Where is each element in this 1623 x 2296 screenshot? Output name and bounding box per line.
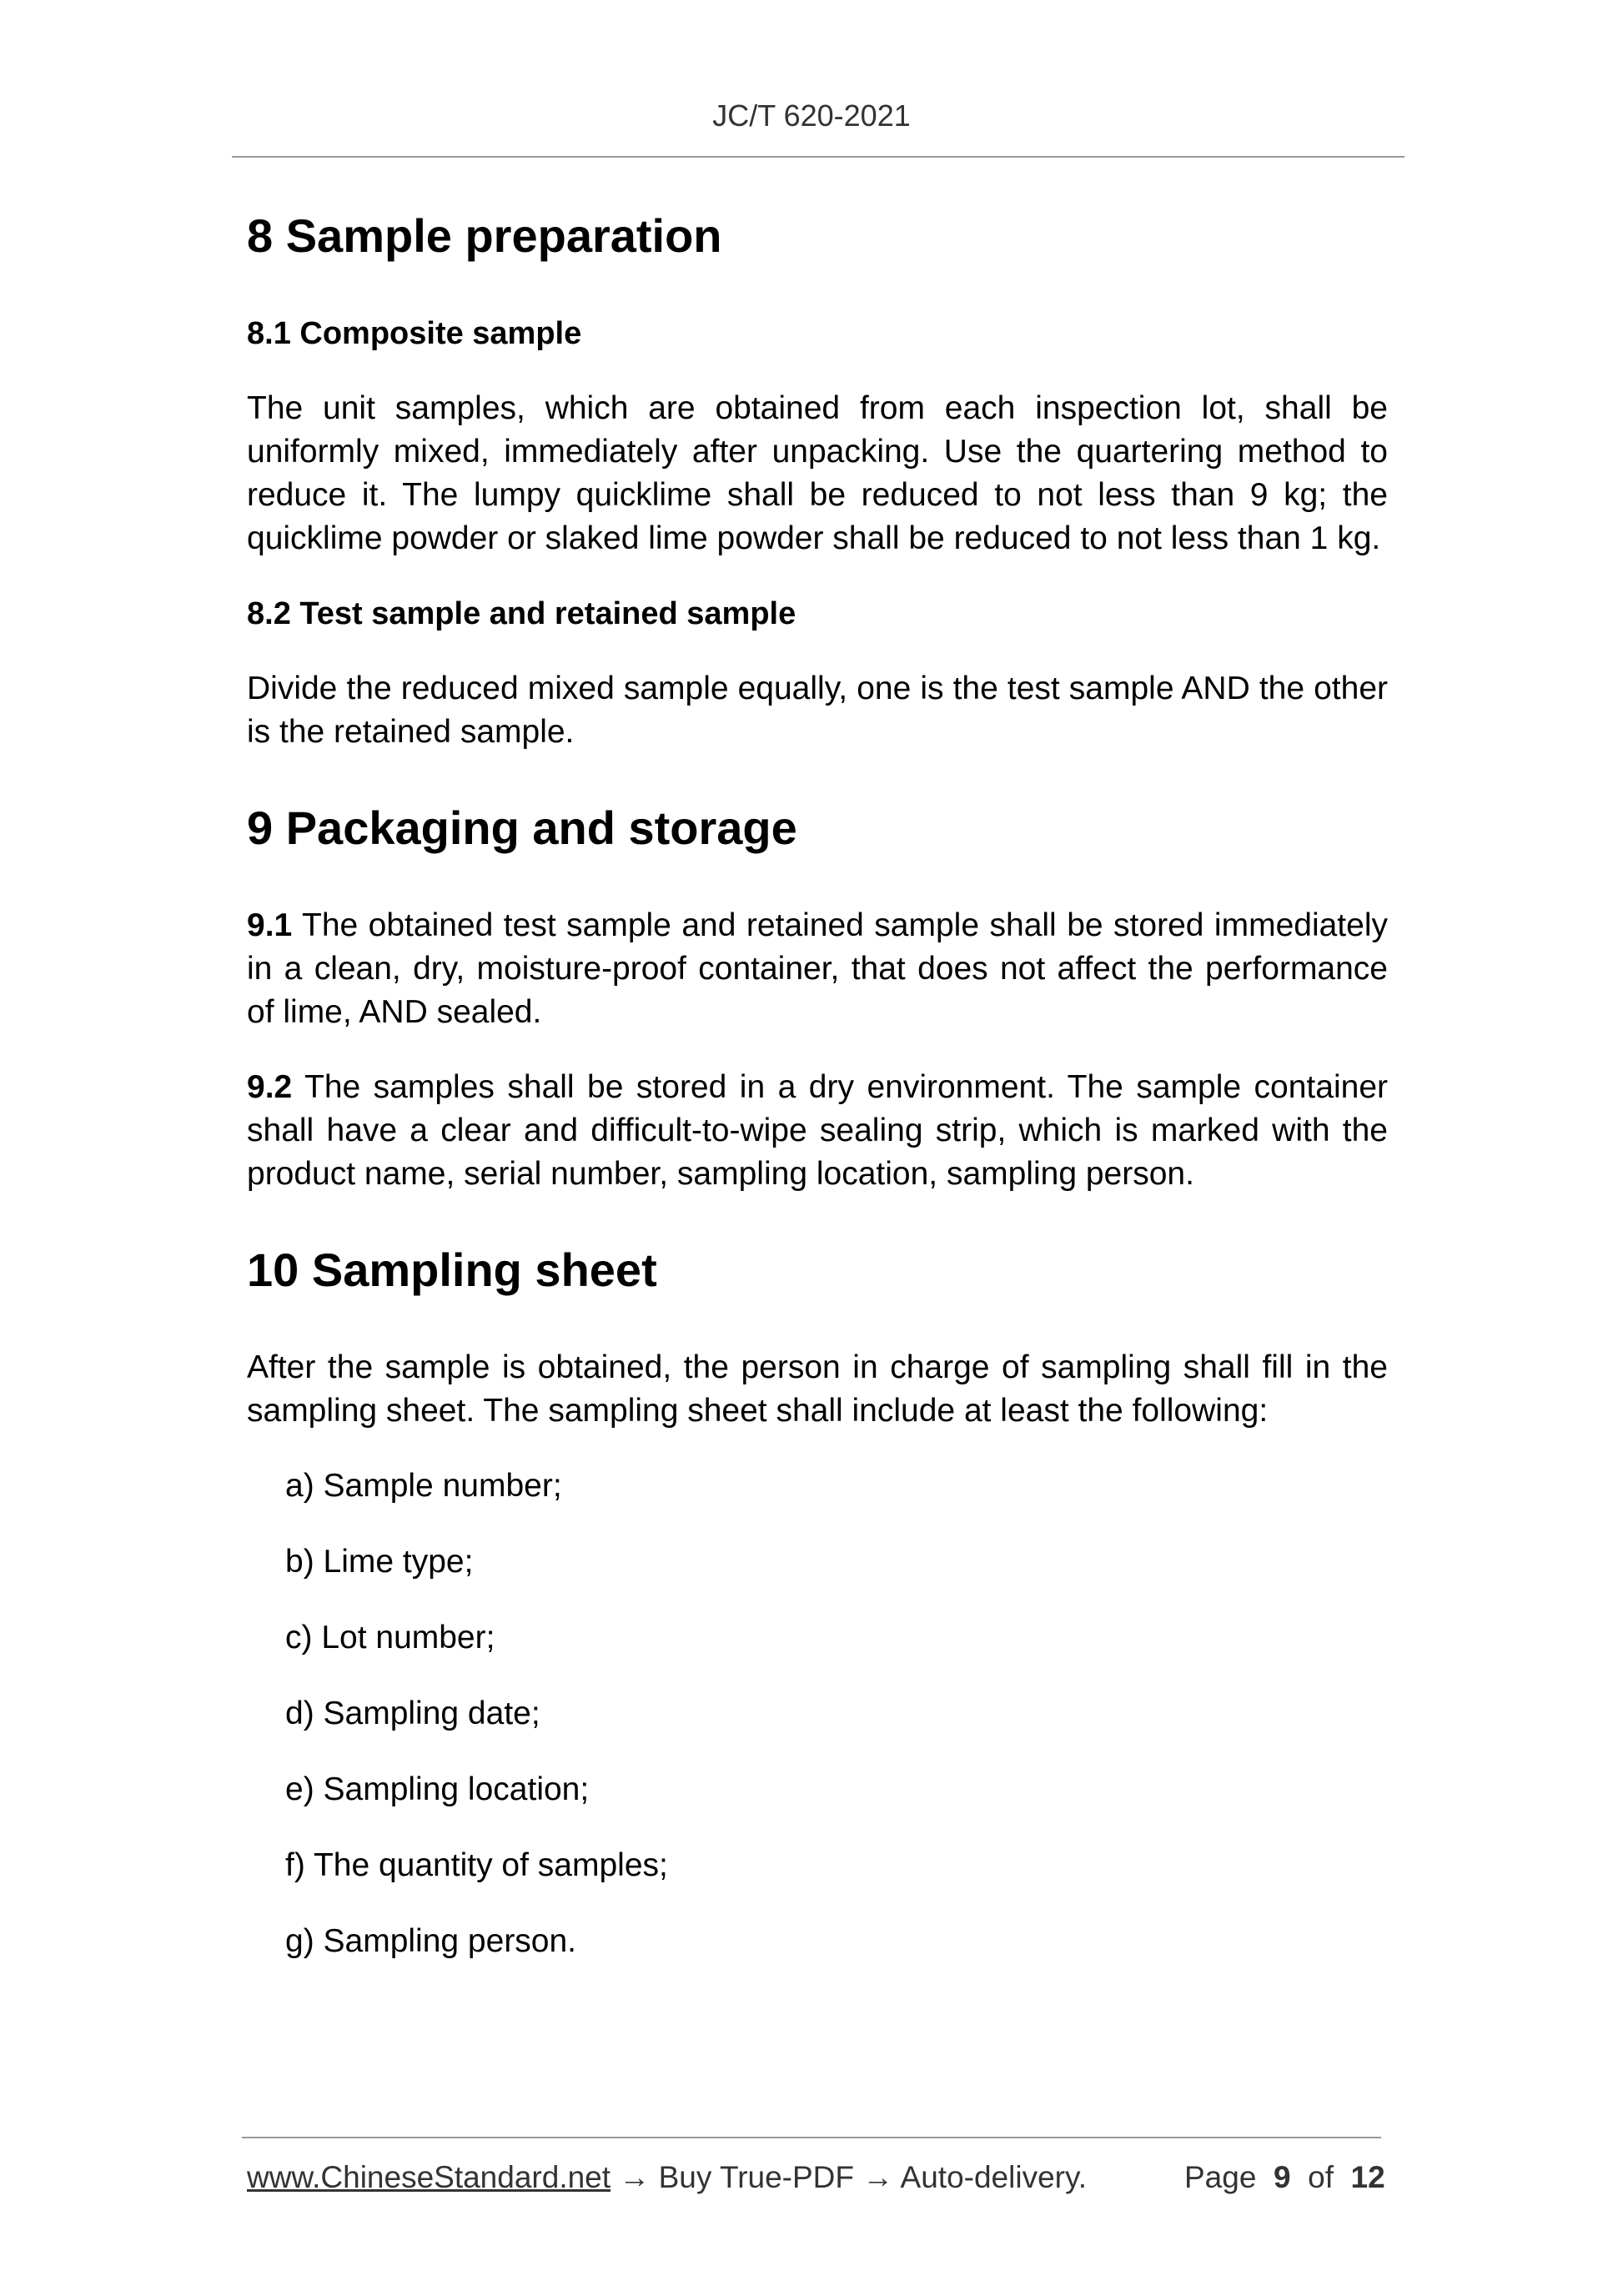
footer-delivery-text: Auto-delivery. xyxy=(900,2160,1088,2194)
list-item-g: g) Sampling person. xyxy=(285,1923,577,1959)
section-9-2-paragraph xyxy=(247,1066,1388,1196)
page-number: 9 xyxy=(1273,2160,1291,2194)
footer-promo xyxy=(247,2160,1087,2195)
list-item-e: e) Sampling location; xyxy=(285,1771,590,1807)
section-8-title: 8 Sample preparation xyxy=(247,209,722,262)
page-label: Page xyxy=(1184,2160,1257,2194)
footer-site-link[interactable]: www.ChineseStandard.net xyxy=(247,2160,611,2194)
section-8-2-text: Divide the reduced mixed sample equally, one is the test sample AND the other is the retained sample. xyxy=(247,671,1388,750)
list-item-c: c) Lot number; xyxy=(285,1620,495,1655)
list-item-b: b) Lime type; xyxy=(285,1544,474,1580)
section-10-title: 10 Sampling sheet xyxy=(247,1243,657,1296)
section-8-2-title: 8.2 Test sample and retained sample xyxy=(247,596,796,631)
section-8-1-text: The unit samples, which are obtained from each inspection lot, shall be uniformly mixed, immediately after unpacking. Use the quartering method to reduce it. The lumpy quicklime shall be reduced to not less than 9 kg; the quicklime powder or slaked lime powder shall be reduced to not less than 1 kg. xyxy=(247,390,1388,556)
list-item-f: f) The quantity of samples; xyxy=(285,1847,668,1883)
section-10-intro: After the sample is obtained, the person in charge of sampling shall fill in the sampling sheet. The sampling sheet shall include at least the following: xyxy=(247,1349,1388,1429)
footer-divider xyxy=(242,2137,1381,2138)
footer-buy-text: Buy True-PDF xyxy=(658,2160,855,2194)
section-9-2-number: 9.2 xyxy=(247,1069,293,1105)
section-9-1-text: The obtained test sample and retained sample shall be stored immediately in a clean, dry, moisture-proof container, that does not affect the performance of lime, AND sealed. xyxy=(247,907,1388,1030)
list-item-a: a) Sample number; xyxy=(285,1468,562,1504)
section-9-2-text: The samples shall be stored in a dry environment. The sample container shall have a clear and difficult-to-wipe sealing strip, which is marked with the product name, serial number, sampling location, sampling person. xyxy=(247,1069,1388,1192)
page-indicator xyxy=(1184,2160,1385,2195)
arrow-right-icon: → xyxy=(619,2160,651,2194)
section-9-1-paragraph xyxy=(247,904,1388,1034)
section-8-1-title: 8.1 Composite sample xyxy=(247,316,582,351)
section-9-title: 9 Packaging and storage xyxy=(247,801,797,854)
header-code: JC/T 620-2021 xyxy=(712,98,911,133)
arrow-right-icon: → xyxy=(862,2160,894,2194)
header-divider xyxy=(232,156,1404,158)
section-9-1-number: 9.1 xyxy=(247,907,293,943)
of-label: of xyxy=(1308,2160,1334,2194)
list-item-d: d) Sampling date; xyxy=(285,1696,540,1731)
page-total: 12 xyxy=(1350,2160,1385,2194)
